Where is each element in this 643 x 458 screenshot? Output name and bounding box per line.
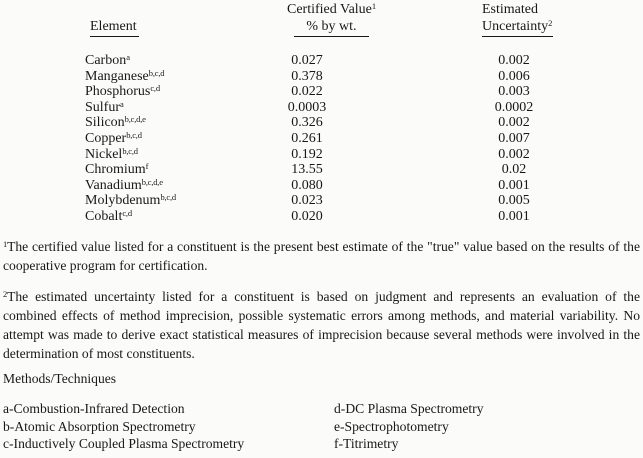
element-name: Sulfur: [85, 99, 120, 115]
method-item: e-Spectrophotometry: [334, 418, 449, 434]
table-row: [0, 53, 643, 69]
element-name: Chromium: [85, 162, 146, 178]
column-gap: [384, 162, 424, 178]
footnote-estimated-uncertainty: [3, 287, 640, 363]
certified-value-footnote-marker: 1: [371, 1, 376, 11]
column-gap: [384, 69, 424, 85]
uncertainty-cell: 0.007: [498, 130, 530, 146]
certified-value-cell: 0.027: [291, 53, 323, 68]
element-name-cell: [85, 69, 230, 85]
table-body: [0, 53, 643, 225]
uncertainty-cell: 0.005: [498, 193, 530, 209]
certified-value-cell: 0.023: [291, 193, 323, 209]
table-row: [0, 162, 643, 178]
table-row: [0, 147, 643, 163]
certified-value-cell: 0.080: [291, 177, 323, 193]
table-row: [0, 84, 643, 100]
uncertainty-cell: 0.006: [498, 68, 530, 84]
column-gap: [384, 147, 424, 163]
table-row: [0, 100, 643, 116]
footnote-2-marker: 2: [3, 289, 8, 299]
footnote-1-marker: 1: [3, 239, 8, 249]
uncertainty-cell: 0.001: [498, 177, 530, 193]
column-gap: [384, 193, 424, 209]
certified-values-table: [0, 0, 643, 225]
method-superscript: b,c,d: [126, 129, 142, 140]
table-row: [0, 131, 643, 147]
element-name: Carbon: [85, 53, 127, 68]
uncertainty-footnote-marker: 2: [548, 18, 553, 28]
element-name-cell: [85, 53, 230, 69]
method-item: a-Combustion-Infrared Detection: [3, 401, 185, 416]
table-row: [0, 115, 643, 131]
method-superscript: f: [145, 161, 149, 172]
uncertainty-cell: 0.002: [498, 115, 530, 131]
method-item: c-Inductively Coupled Plasma Spectrometry: [3, 436, 245, 451]
method-superscript: a: [120, 98, 124, 109]
certified-value-cell: 0.020: [291, 208, 323, 224]
methods-column-right: [334, 400, 640, 453]
certified-value-cell: 0.192: [291, 146, 323, 162]
uncertainty-cell: 0.003: [498, 84, 530, 100]
column-gap: [384, 53, 424, 69]
element-name-cell: [85, 131, 230, 147]
element-name-cell: [85, 209, 230, 225]
element-name: Phosphorus: [85, 84, 151, 100]
footnote-2-text: The estimated uncertainty listed for a constituent is based on judgment and represents an evaluation of the combined effects of method imprecision, possible systematic errors among methods, and material variability. No attempt was made to derive exact statistical measures of imprecision because several methods were involved in the determination of most constituents.: [3, 289, 640, 361]
table-row: [0, 209, 643, 225]
element-name: Molybdenum: [85, 193, 161, 209]
method-superscript: a: [126, 52, 130, 62]
method-item: d-DC Plasma Spectrometry: [334, 401, 484, 416]
uncertainty-header-line2: Uncertainty: [482, 19, 549, 34]
certified-value-cell: 0.022: [291, 84, 323, 100]
footnote-1-text: The certified value listed for a constituent is the present best estimate of the "true" value based on the results of the cooperative program for certification.: [3, 239, 640, 273]
table-header-row: [0, 0, 643, 39]
element-name-cell: [85, 100, 230, 116]
certified-value-cell: 0.261: [291, 130, 323, 146]
certified-value-cell: 13.55: [291, 162, 323, 178]
column-gap: [384, 100, 424, 116]
table-row: [0, 69, 643, 85]
element-name-cell: [85, 178, 230, 194]
method-superscript: c,d: [122, 207, 132, 218]
method-superscript: b,c,d: [122, 145, 138, 156]
element-name-cell: [85, 162, 230, 178]
footnote-certified-value: [3, 237, 640, 275]
uncertainty-cell: 0.02: [501, 162, 527, 178]
column-header-element: Element: [90, 19, 139, 37]
uncertainty-cell: 0.0002: [494, 99, 534, 115]
column-gap: [384, 178, 424, 194]
element-name-cell: [85, 193, 230, 209]
element-name: Silicon: [85, 115, 125, 131]
certified-value-cell: 0.378: [291, 68, 323, 84]
methods-legend: [3, 400, 640, 453]
table-row: [0, 178, 643, 194]
uncertainty-cell: 0.001: [498, 208, 530, 224]
certified-value-cell: 0.0003: [287, 99, 327, 115]
element-name-cell: [85, 84, 230, 100]
element-name: Copper: [85, 130, 127, 146]
method-superscript: b,c,d,e: [141, 176, 163, 187]
element-name: Manganese: [85, 68, 149, 84]
methods-column-left: [3, 400, 334, 453]
column-gap: [384, 84, 424, 100]
table-row: [0, 193, 643, 209]
column-header-certified-value: [287, 2, 376, 37]
column-gap: [384, 131, 424, 147]
certified-value-header-line2: % by wt.: [294, 19, 368, 37]
element-name: Nickel: [85, 146, 123, 162]
column-header-estimated-uncertainty: [482, 2, 553, 37]
certified-value-header-line1: Certified Value$^1$: [287, 1, 376, 17]
uncertainty-cell: 0.002: [498, 53, 530, 68]
method-item: b-Atomic Absorption Spectrometry: [3, 418, 196, 434]
methods-techniques-heading: Methods/Techniques: [3, 371, 117, 386]
method-superscript: c,d: [150, 83, 160, 94]
method-superscript: b,c,d: [160, 192, 176, 203]
method-superscript: b,c,d: [148, 67, 165, 78]
element-name: Cobalt: [85, 208, 123, 224]
element-name: Vanadium: [85, 177, 142, 193]
column-gap: [384, 209, 424, 225]
method-superscript: b,c,d,e: [124, 114, 146, 125]
element-name-cell: [85, 115, 230, 131]
certified-value-cell: 0.326: [291, 115, 323, 131]
uncertainty-header-line1: Estimated: [482, 2, 538, 17]
method-item: f-Titrimetry: [334, 436, 399, 451]
column-gap: [384, 115, 424, 131]
element-name-cell: [85, 147, 230, 163]
uncertainty-cell: 0.002: [498, 146, 530, 162]
